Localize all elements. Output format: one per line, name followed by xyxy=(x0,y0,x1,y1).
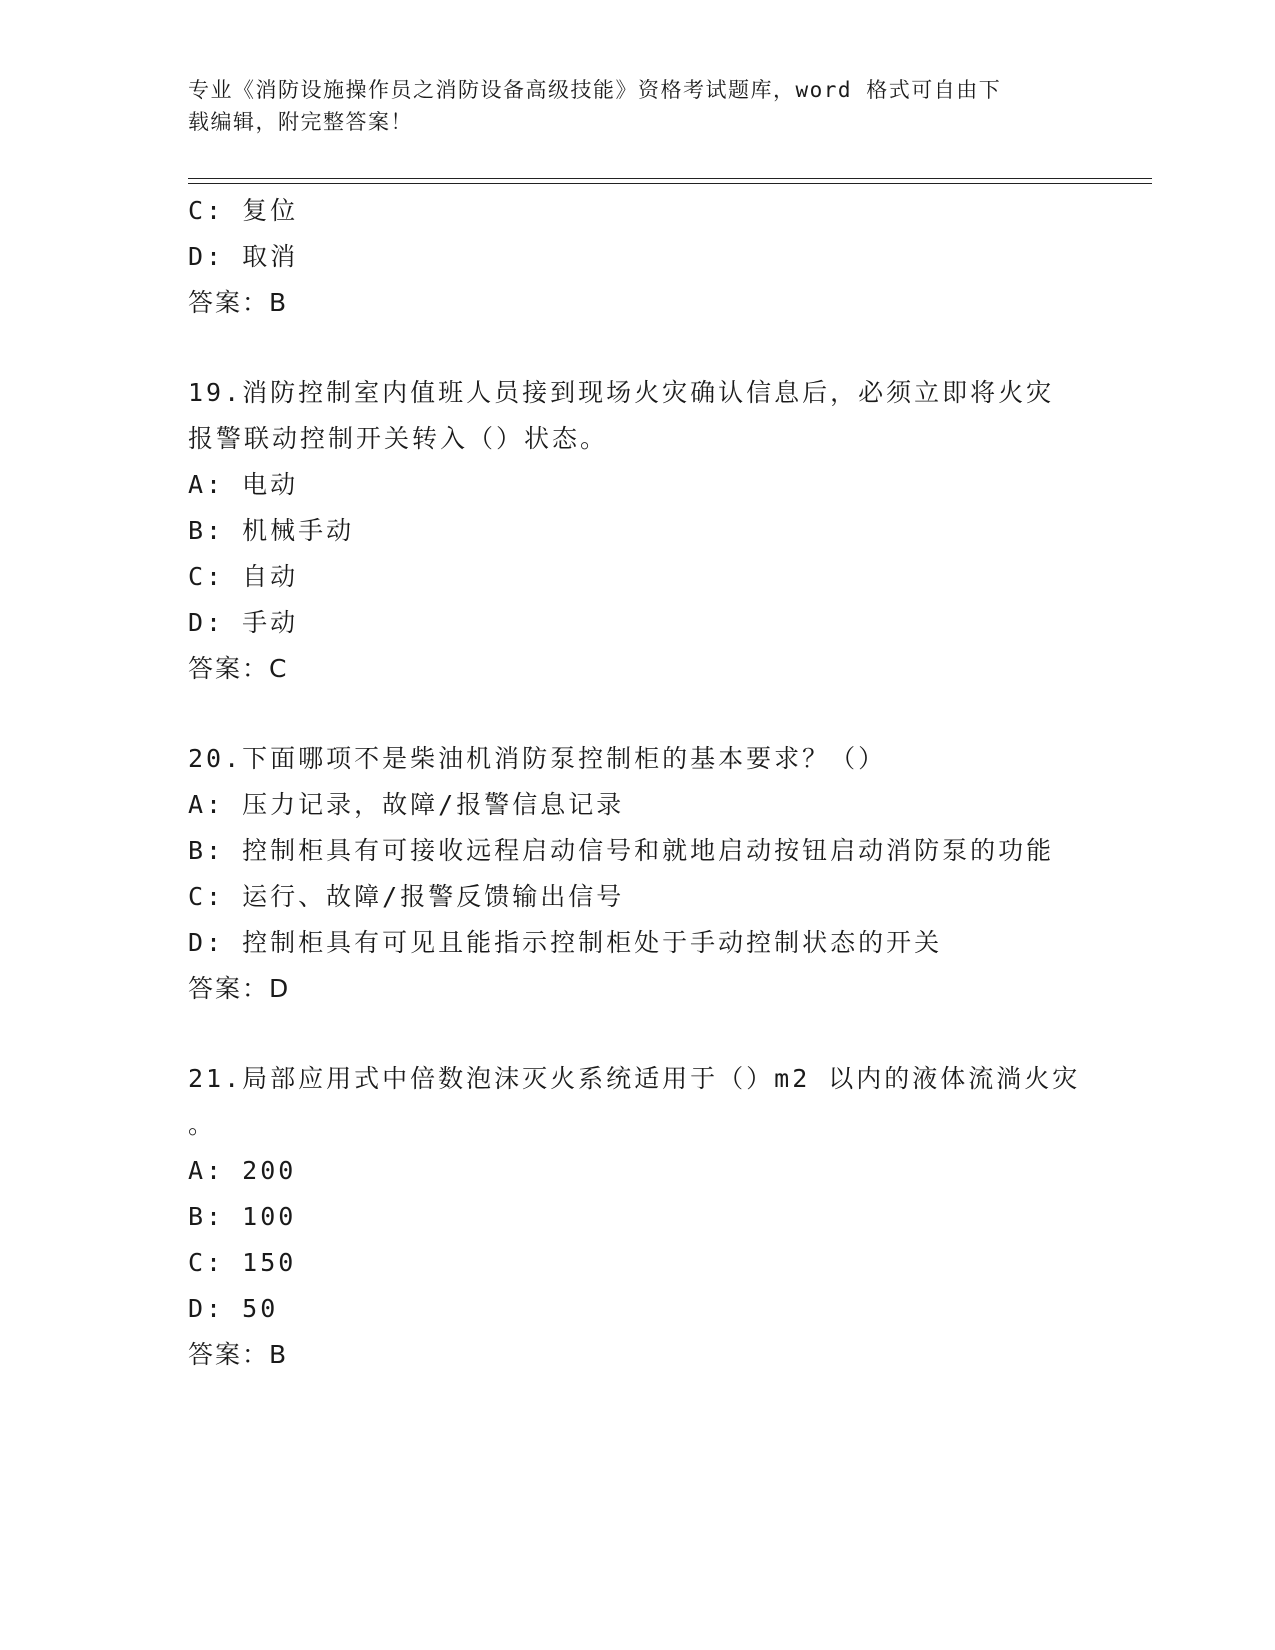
option-c: C: 150 xyxy=(188,1248,297,1277)
option-d: D: 控制柜具有可见且能指示控制柜处于手动控制状态的开关 xyxy=(188,928,943,957)
option-b: B: 机械手动 xyxy=(188,516,355,545)
question-text-line-1: 20.下面哪项不是柴油机消防泵控制柜的基本要求？（） xyxy=(188,744,887,773)
option-b: B: 控制柜具有可接收远程启动信号和就地启动按钮启动消防泵的功能 xyxy=(188,836,1055,865)
option-d: D: 取消 xyxy=(188,242,299,271)
answer-text: 答案：B xyxy=(188,288,289,317)
option-a: A: 压力记录，故障/报警信息记录 xyxy=(188,790,625,819)
option-d: D: 手动 xyxy=(188,608,299,637)
question-20 xyxy=(188,736,1088,1012)
option-c: C: 自动 xyxy=(188,562,299,591)
header-rule-bottom xyxy=(188,183,1152,184)
question-text-line-2: 报警联动控制开关转入（）状态。 xyxy=(188,424,609,453)
answer-text: 答案：D xyxy=(188,974,291,1003)
header-line-1: 专业《消防设施操作员之消防设备高级技能》资格考试题库，word 格式可自由下 xyxy=(188,78,1002,102)
document-header xyxy=(188,74,1088,138)
header-line-2: 载编辑，附完整答案！ xyxy=(188,110,413,134)
header-rule-top xyxy=(188,178,1152,179)
spacer xyxy=(188,326,1088,370)
question-text-line-1: 19.消防控制室内值班人员接到现场火灾确认信息后，必须立即将火灾 xyxy=(188,378,1055,407)
option-b: B: 100 xyxy=(188,1202,297,1231)
option-c: C: 复位 xyxy=(188,196,299,225)
option-a: A: 200 xyxy=(188,1156,297,1185)
option-a: A: 电动 xyxy=(188,470,299,499)
answer-text: 答案：C xyxy=(188,654,289,683)
question-content xyxy=(188,188,1088,1378)
question-text-line-1: 21.局部应用式中倍数泡沫灭火系统适用于（）m2 以内的液体流淌火灾 xyxy=(188,1064,1081,1093)
question-18-tail xyxy=(188,188,1088,326)
spacer xyxy=(188,1012,1088,1056)
question-21 xyxy=(188,1056,1088,1378)
option-d: D: 50 xyxy=(188,1294,279,1323)
question-text-line-2: 。 xyxy=(188,1110,217,1139)
question-19 xyxy=(188,370,1088,692)
spacer xyxy=(188,692,1088,736)
answer-text: 答案：B xyxy=(188,1340,289,1369)
option-c: C: 运行、故障/报警反馈输出信号 xyxy=(188,882,625,911)
